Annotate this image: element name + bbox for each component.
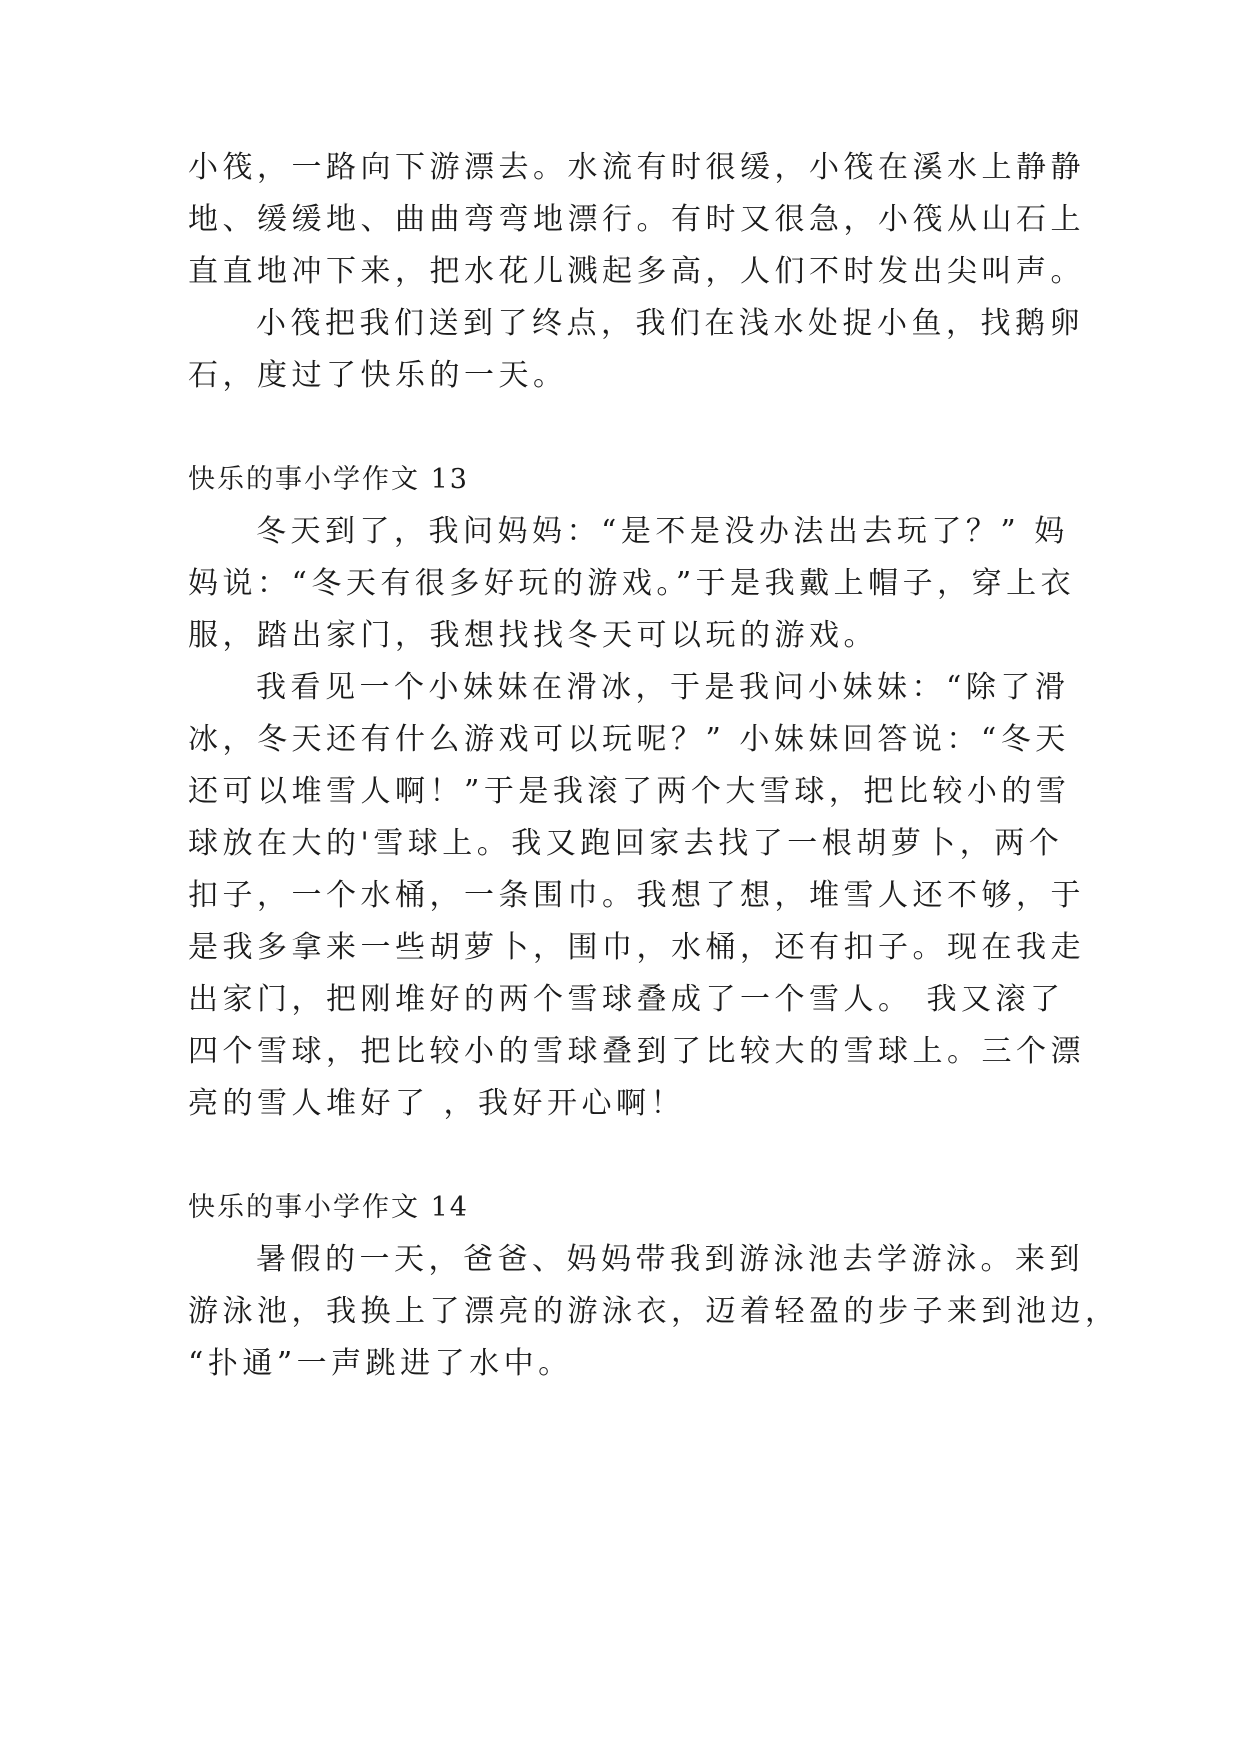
text-line: 扣子，一个水桶，一条围巾。我想了想，堆雪人还不够，于	[188, 878, 1085, 913]
paragraph-first-line: 暑假的一天，爸爸、妈妈带我到游泳池去学游泳。来到	[256, 1242, 1084, 1277]
text-line: 服，踏出家门，我想找找冬天可以玩的游戏。	[188, 618, 878, 653]
text-line: 直直地冲下来，把水花儿溅起多高，人们不时发出尖叫声。	[188, 254, 1085, 289]
paragraph-first-line: 冬天到了，我问妈妈：“是不是没办法出去玩了？” 妈	[256, 514, 1069, 549]
text-line: 妈说：“冬天有很多好玩的游戏。”于是我戴上帽子，穿上衣	[188, 566, 1076, 601]
text-line: 出家门，把刚堆好的两个雪球叠成了一个雪人。 我又滚了	[188, 982, 1065, 1017]
text-line: 还可以堆雪人啊！”于是我滚了两个大雪球，把比较小的雪	[188, 774, 1071, 809]
text-line: 是我多拿来一些胡萝卜，围巾，水桶，还有扣子。现在我走	[188, 930, 1085, 965]
text-line: 冰，冬天还有什么游戏可以玩呢？” 小妹妹回答说：“冬天	[188, 722, 1070, 757]
text-line: 游泳池，我换上了漂亮的游泳衣，迈着轻盈的步子来到池边，	[188, 1294, 1120, 1329]
text-line: 石，度过了快乐的一天。	[188, 358, 568, 393]
text-line: 小筏，一路向下游漂去。水流有时很缓，小筏在溪水上静静	[188, 150, 1085, 185]
paragraph-first-line: 我看见一个小妹妹在滑冰，于是我问小妹妹：“除了滑	[256, 670, 1070, 705]
section-heading: 快乐的事小学作文 14	[188, 1192, 469, 1223]
section-heading: 快乐的事小学作文 13	[188, 464, 469, 495]
text-line: “扑通”一声跳进了水中。	[188, 1346, 573, 1381]
text-line: 球放在大的'雪球上。我又跑回家去找了一根胡萝卜，两个	[188, 826, 1064, 861]
paragraph-first-line: 小筏把我们送到了终点，我们在浅水处捉小鱼，找鹅卵	[256, 306, 1084, 341]
text-line: 亮的雪人堆好了 ，我好开心啊！	[188, 1086, 686, 1121]
text-line: 四个雪球，把比较小的雪球叠到了比较大的雪球上。三个漂	[188, 1034, 1085, 1069]
text-line: 地、缓缓地、曲曲弯弯地漂行。有时又很急，小筏从山石上	[188, 202, 1085, 237]
